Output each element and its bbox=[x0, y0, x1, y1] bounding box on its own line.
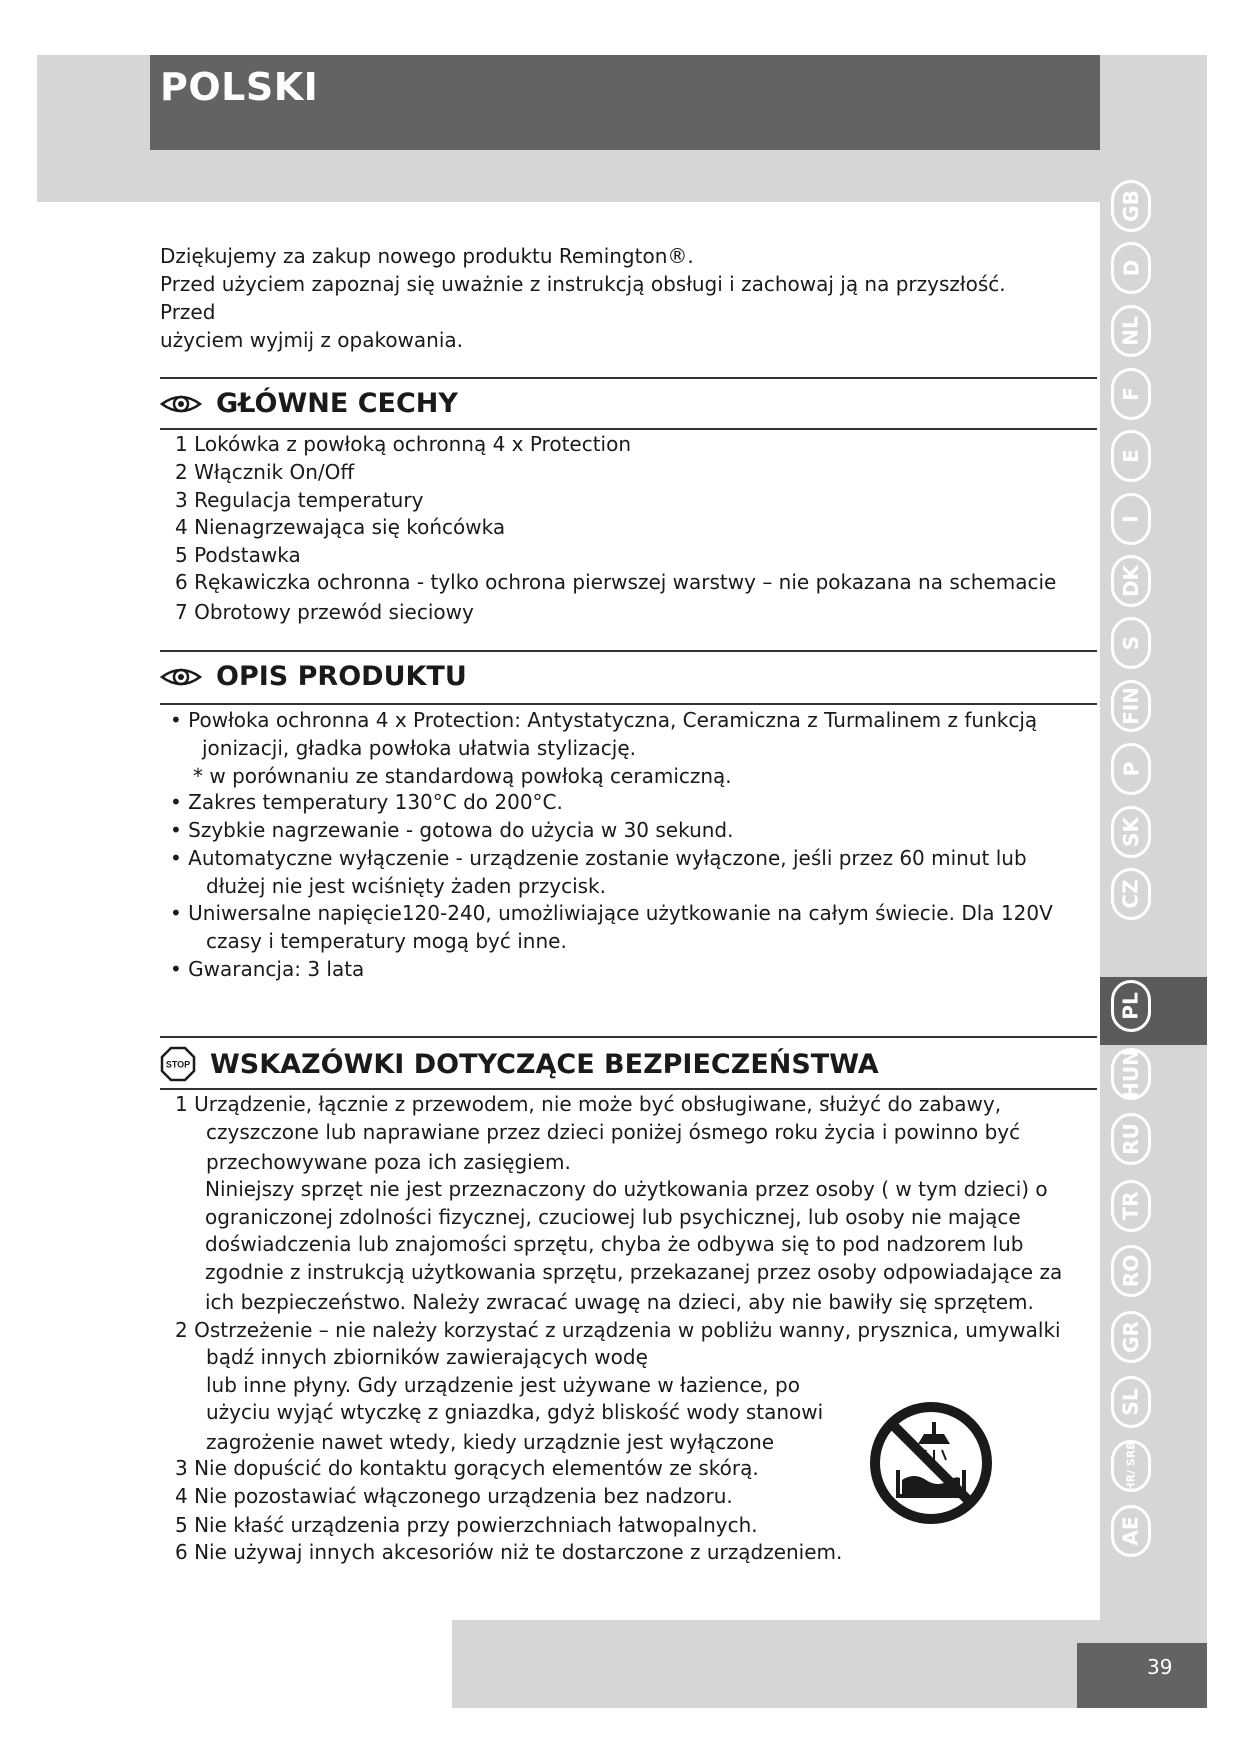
language-code: FIN bbox=[1119, 687, 1143, 725]
list-item: 4 Nienagrzewająca się końcówka bbox=[175, 515, 506, 539]
language-tab-sl[interactable] bbox=[1111, 1376, 1151, 1428]
footer-band bbox=[452, 1620, 1102, 1708]
page-title: POLSKI bbox=[160, 65, 319, 109]
safety-line: Niniejszy sprzęt nie jest przeznaczony do użytkowania przez osoby ( w tym dzieci) o bbox=[205, 1177, 1048, 1201]
language-code: HUN bbox=[1119, 1049, 1143, 1099]
language-tab-d[interactable] bbox=[1111, 242, 1151, 294]
intro-line: Przed użyciem zapoznaj się uważnie z instrukcją obsługi i zachowaj ją na przyszłość. Przed bbox=[160, 272, 1006, 324]
intro-text bbox=[160, 242, 1060, 354]
no-water-warning-icon bbox=[868, 1400, 994, 1526]
description-line: • Zakres temperatury 130°C do 200°C. bbox=[170, 790, 563, 814]
description-line: • Uniwersalne napięcie120-240, umożliwiające użytkowanie na całym świecie. Dla 120V bbox=[170, 901, 1053, 925]
safety-line: 2 Ostrzeżenie – nie należy korzystać z urządzenia w pobliżu wanny, prysznica, umywalki bbox=[175, 1318, 1061, 1342]
safety-line: doświadczenia lub znajomości sprzętu, chyba że odbywa się to pod nadzorem lub bbox=[205, 1232, 1024, 1256]
language-code: TR bbox=[1118, 1191, 1143, 1221]
safety-line: zgodnie z instrukcją użytkowania sprzętu, przekazanej przez osoby odpowiadające za bbox=[205, 1260, 1063, 1284]
page-number-box bbox=[1077, 1643, 1207, 1708]
safety-line: użyciu wyjąć wtyczkę z gniazdka, gdyż bliskość wody stanowi bbox=[206, 1400, 824, 1424]
language-code: PL bbox=[1119, 992, 1143, 1020]
description-line: * w porównaniu ze standardową powłoką ceramiczną. bbox=[193, 764, 732, 788]
intro-line: Dziękujemy za zakup nowego produktu Remington®. bbox=[160, 244, 694, 268]
list-item: 7 Obrotowy przewód sieciowy bbox=[175, 600, 474, 624]
language-code: HR/ SRB bbox=[1124, 1440, 1138, 1492]
safety-line: ich bezpieczeństwo. Należy zwracać uwagę na dzieci, aby nie bawiły się sprzętem. bbox=[205, 1290, 1034, 1314]
list-item: 6 Rękawiczka ochronna - tylko ochrona pierwszej warstwy – nie pokazana na schemacie bbox=[175, 570, 1057, 594]
eye-icon bbox=[160, 663, 202, 691]
safety-line: 6 Nie używaj innych akcesoriów niż te dostarczone z urządzeniem. bbox=[175, 1540, 843, 1564]
language-tab-gr[interactable] bbox=[1111, 1311, 1151, 1363]
list-item: 1 Lokówka z powłoką ochronną 4 x Protection bbox=[175, 432, 632, 456]
safety-line: ograniczonej zdolności fizycznej, czuciowej lub psychicznej, lub osoby nie mające bbox=[205, 1205, 1021, 1229]
safety-line: przechowywane poza ich zasięgiem. bbox=[206, 1150, 571, 1174]
section-rule bbox=[160, 377, 1097, 379]
language-code: RU bbox=[1118, 1123, 1143, 1155]
language-code: RO bbox=[1119, 1254, 1143, 1288]
description-line: • Automatyczne wyłączenie - urządzenie zostanie wyłączone, jeśli przez 60 minut lub bbox=[170, 846, 1027, 870]
section-rule bbox=[160, 650, 1097, 652]
language-tab-gb[interactable] bbox=[1111, 180, 1151, 232]
language-tab-pl[interactable] bbox=[1111, 980, 1151, 1032]
language-tab-f[interactable] bbox=[1111, 368, 1151, 420]
language-tab-s[interactable] bbox=[1111, 617, 1151, 669]
language-tab-nl[interactable] bbox=[1111, 305, 1151, 357]
safety-title: WSKAZÓWKI DOTYCZĄCE BEZPIECZEŃSTWA bbox=[210, 1048, 879, 1080]
language-tab-cz[interactable] bbox=[1111, 868, 1151, 920]
language-tab-hrsrb[interactable] bbox=[1111, 1440, 1151, 1492]
page-number: 39 bbox=[1147, 1655, 1173, 1679]
language-tab-ae[interactable] bbox=[1111, 1505, 1151, 1557]
language-code: P bbox=[1118, 761, 1143, 777]
description-line: dłużej nie jest wciśnięty żaden przycisk. bbox=[206, 874, 606, 898]
language-code: SK bbox=[1119, 817, 1143, 847]
language-code: SL bbox=[1119, 1388, 1143, 1416]
list-item: 5 Podstawka bbox=[175, 543, 301, 567]
features-title: GŁÓWNE CECHY bbox=[216, 388, 458, 419]
language-code: DK bbox=[1118, 564, 1143, 598]
section-rule bbox=[160, 703, 1097, 705]
section-rule bbox=[160, 1036, 1097, 1038]
language-tab-p[interactable] bbox=[1111, 743, 1151, 795]
safety-line: zagrożenie nawet wtedy, kiedy urządznie jest wyłączone bbox=[206, 1430, 775, 1454]
language-tab-e[interactable] bbox=[1111, 430, 1151, 482]
description-line: czasy i temperatury mogą być inne. bbox=[206, 929, 567, 953]
intro-line: użyciem wyjmij z opakowania. bbox=[160, 328, 464, 352]
language-code: GB bbox=[1118, 190, 1143, 222]
stop-label: STOP bbox=[165, 1059, 191, 1070]
language-code: D bbox=[1118, 259, 1143, 277]
language-code: I bbox=[1118, 515, 1143, 523]
language-tab-hun[interactable] bbox=[1111, 1048, 1151, 1100]
section-rule bbox=[160, 428, 1097, 430]
language-code: CZ bbox=[1119, 879, 1143, 909]
safety-line: lub inne płyny. Gdy urządzenie jest używane w łazience, po bbox=[206, 1373, 800, 1397]
language-tab-tr[interactable] bbox=[1111, 1180, 1151, 1232]
language-tab-fin[interactable] bbox=[1111, 680, 1151, 732]
description-title: OPIS PRODUKTU bbox=[216, 661, 467, 692]
list-item: 2 Włącznik On/Off bbox=[175, 460, 355, 484]
safety-line: bądź innych zbiorników zawierających wodę bbox=[206, 1345, 648, 1369]
language-tab-sk[interactable] bbox=[1111, 806, 1151, 858]
safety-line: 5 Nie kłaść urządzenia przy powierzchniach łatwopalnych. bbox=[175, 1513, 758, 1537]
eye-icon bbox=[160, 390, 202, 418]
description-line: • Szybkie nagrzewanie - gotowa do użycia w 30 sekund. bbox=[170, 818, 734, 842]
list-item: 3 Regulacja temperatury bbox=[175, 488, 424, 512]
stop-icon bbox=[160, 1046, 196, 1082]
features-heading bbox=[160, 388, 458, 419]
description-heading bbox=[160, 661, 467, 692]
language-tab-dk[interactable] bbox=[1111, 555, 1151, 607]
language-tab-i[interactable] bbox=[1111, 493, 1151, 545]
description-line: • Gwarancja: 3 lata bbox=[170, 957, 365, 981]
language-code: S bbox=[1119, 635, 1143, 651]
safety-line: 1 Urządzenie, łącznie z przewodem, nie może być obsługiwane, służyć do zabawy, bbox=[175, 1092, 1002, 1116]
description-line: jonizacji, gładka powłoka ułatwia stylizację. bbox=[202, 736, 636, 760]
language-code: GR bbox=[1118, 1321, 1143, 1353]
safety-heading bbox=[160, 1046, 879, 1082]
language-tab-ru[interactable] bbox=[1111, 1113, 1151, 1165]
section-rule bbox=[160, 1088, 1097, 1090]
language-code: NL bbox=[1118, 316, 1143, 346]
language-code: AE bbox=[1118, 1516, 1143, 1546]
language-code: E bbox=[1118, 449, 1143, 463]
safety-line: czyszczone lub naprawiane przez dzieci poniżej ósmego roku życia i powinno być bbox=[206, 1120, 1021, 1144]
language-code: F bbox=[1118, 387, 1143, 401]
safety-line: 4 Nie pozostawiać włączonego urządzenia bez nadzoru. bbox=[175, 1484, 733, 1508]
description-line: • Powłoka ochronna 4 x Protection: Antystatyczna, Ceramiczna z Turmalinem z funkcją bbox=[170, 708, 1038, 732]
title-bar bbox=[150, 55, 1100, 150]
safety-line: 3 Nie dopuścić do kontaktu gorących elementów ze skórą. bbox=[175, 1456, 759, 1480]
language-tab-ro[interactable] bbox=[1111, 1245, 1151, 1297]
